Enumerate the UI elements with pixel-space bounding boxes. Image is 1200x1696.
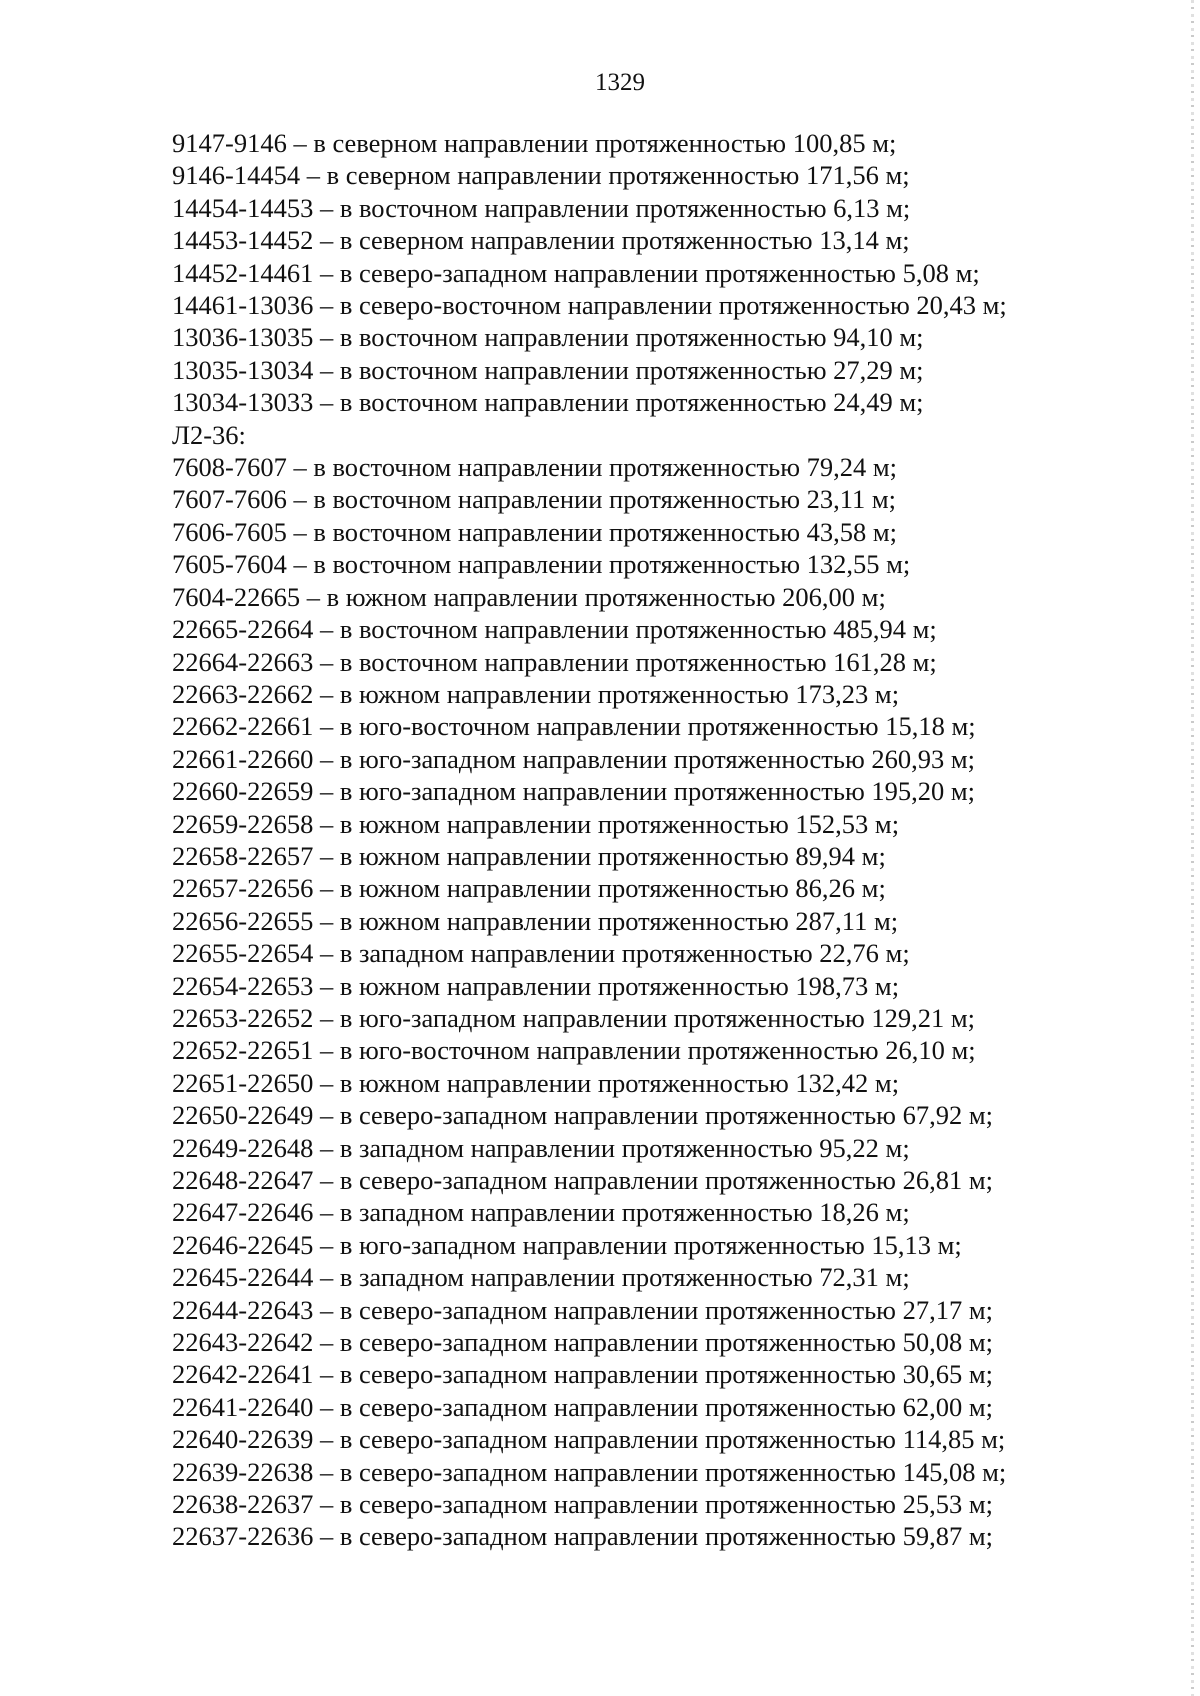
text-line: 22637-22636 – в северо-западном направлении протяженностью 59,87 м;: [172, 1521, 993, 1552]
text-line: 22663-22662 – в южном направлении протяженностью 173,23 м;: [172, 678, 900, 709]
text-line: 22659-22658 – в южном направлении протяженностью 152,53 м;: [172, 808, 900, 839]
text-line: 22653-22652 – в юго-западном направлении протяженностью 129,21 м;: [172, 1002, 976, 1033]
text-line: 22665-22664 – в восточном направлении протяженностью 485,94 м;: [172, 614, 937, 645]
text-line: 22647-22646 – в западном направлении протяженностью 18,26 м;: [172, 1197, 910, 1228]
text-line: 22643-22642 – в северо-западном направлении протяженностью 50,08 м;: [172, 1327, 993, 1358]
text-line: 22660-22659 – в юго-западном направлении протяженностью 195,20 м;: [172, 776, 976, 807]
text-line: 22641-22640 – в северо-западном направлении протяженностью 62,00 м;: [172, 1391, 993, 1422]
text-line: 22649-22648 – в западном направлении протяженностью 95,22 м;: [172, 1132, 910, 1163]
text-line: 22648-22647 – в северо-западном направлении протяженностью 26,81 м;: [172, 1165, 993, 1195]
text-line: 22664-22663 – в восточном направлении протяженностью 161,28 м;: [172, 646, 937, 677]
text-line: 9146-14454 – в северном направлении протяженностью 171,56 м;: [172, 160, 910, 191]
text-line: 7604-22665 – в южном направлении протяженностью 206,00 м;: [172, 581, 886, 612]
text-line: 22651-22650 – в южном направлении протяженностью 132,42 м;: [172, 1067, 900, 1098]
text-line: 13034-13033 – в восточном направлении протяженностью 24,49 м;: [172, 387, 924, 418]
text-line: 22654-22653 – в южном направлении протяженностью 198,73 м;: [172, 970, 900, 1001]
text-line: 13036-13035 – в восточном направлении протяженностью 94,10 м;: [172, 322, 924, 353]
text-line: 22639-22638 – в северо-западном направлении протяженностью 145,08 м;: [172, 1456, 1007, 1487]
section-heading: Л2-36:: [172, 419, 246, 450]
text-line: 22644-22643 – в северо-западном направлении протяженностью 27,17 м;: [172, 1294, 993, 1325]
text-line: 7608-7607 – в восточном направлении протяженностью 79,24 м;: [172, 452, 897, 483]
text-line: 22656-22655 – в южном направлении протяженностью 287,11 м;: [172, 905, 899, 936]
text-line: 7606-7605 – в восточном направлении протяженностью 43,58 м;: [172, 516, 897, 547]
text-line: 13035-13034 – в восточном направлении протяженностью 27,29 м;: [172, 354, 924, 385]
text-line: 14453-14452 – в северном направлении протяженностью 13,14 м;: [172, 225, 910, 256]
text-line: 22662-22661 – в юго-восточном направлении протяженностью 15,18 м;: [172, 711, 976, 742]
text-line: 14461-13036 – в северо-восточном направлении протяженностью 20,43 м;: [172, 290, 1007, 321]
page-number: 1329: [595, 69, 645, 96]
scan-edge-artifact: [1191, 0, 1194, 1696]
text-line: 14454-14453 – в восточном направлении протяженностью 6,13 м;: [172, 192, 911, 223]
boundary-description-list: [172, 127, 1007, 1553]
text-line: 22642-22641 – в северо-западном направлении протяженностью 30,65 м;: [172, 1359, 993, 1390]
text-line: 7605-7604 – в восточном направлении протяженностью 132,55 м;: [172, 549, 911, 580]
text-line: 7607-7606 – в восточном направлении протяженностью 23,11 м;: [172, 484, 897, 515]
text-line: 22652-22651 – в юго-восточном направлении протяженностью 26,10 м;: [172, 1035, 976, 1066]
text-line: 22646-22645 – в юго-западном направлении протяженностью 15,13 м;: [172, 1229, 962, 1260]
text-line: 22645-22644 – в западном направлении протяженностью 72,31 м;: [172, 1262, 910, 1293]
text-line: 22658-22657 – в южном направлении протяженностью 89,94 м;: [172, 840, 886, 871]
text-line: 22655-22654 – в западном направлении протяженностью 22,76 м;: [172, 938, 910, 969]
text-line: 22657-22656 – в южном направлении протяженностью 86,26 м;: [172, 873, 886, 904]
text-line: 22638-22637 – в северо-западном направлении протяженностью 25,53 м;: [172, 1489, 993, 1520]
text-line: 22650-22649 – в северо-западном направлении протяженностью 67,92 м;: [172, 1100, 993, 1131]
text-line: 22640-22639 – в северо-западном направлении протяженностью 114,85 м;: [172, 1424, 1006, 1455]
text-line: 22661-22660 – в юго-западном направлении протяженностью 260,93 м;: [172, 743, 976, 774]
text-line: 9147-9146 – в северном направлении протяженностью 100,85 м;: [172, 128, 897, 158]
text-line: 14452-14461 – в северо-западном направлении протяженностью 5,08 м;: [172, 257, 980, 288]
